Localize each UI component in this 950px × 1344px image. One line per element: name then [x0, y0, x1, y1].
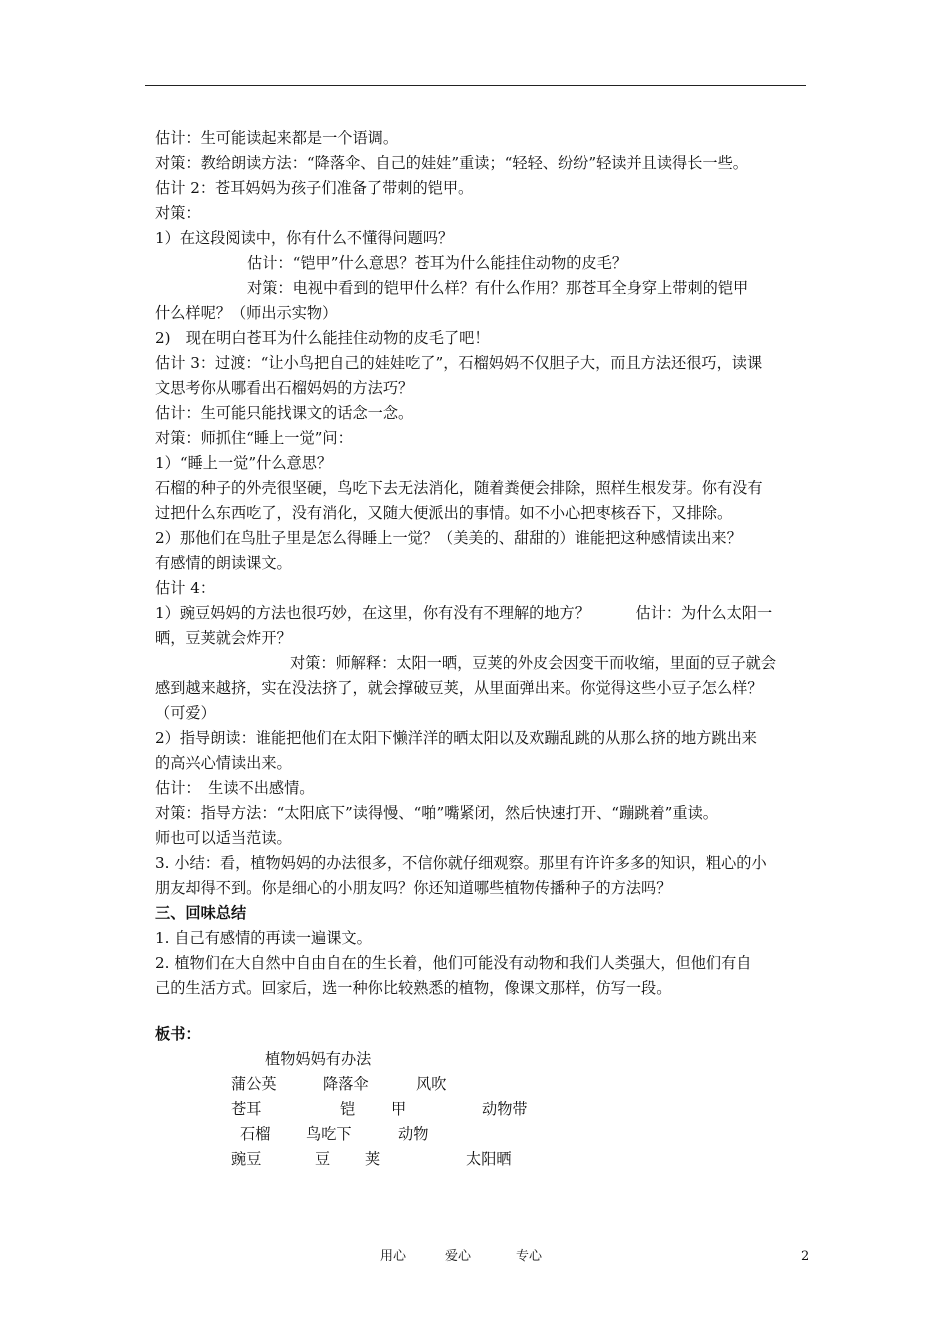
- text-line: 估计：生可能只能找课文的话念一念。: [155, 404, 414, 422]
- board-cell: 豌豆: [231, 1150, 262, 1168]
- text-line: 2）指导朗读：谁能把他们在太阳下懒洋洋的晒太阳以及欢蹦乱跳的从那么挤的地方跳出来: [155, 729, 757, 747]
- board-title: 植物妈妈有办法: [265, 1050, 372, 1068]
- board-cell: 风吹: [416, 1075, 447, 1093]
- text-line: 朋友却得不到。你是细心的小朋友吗？你还知道哪些植物传播种子的方法吗？: [155, 879, 672, 897]
- text-line: 感到越来越挤，实在没法挤了，就会撑破豆荚，从里面弹出来。你觉得这些小豆子怎么样？: [155, 679, 763, 697]
- text-line: 1）豌豆妈妈的方法也很巧妙，在这里，你有没有不理解的地方？ 估计：为什么太阳一: [155, 604, 773, 622]
- text-line: 晒，豆荚就会炸开？: [155, 629, 292, 647]
- page-number: 2: [801, 1249, 810, 1264]
- text-line: 过把什么东西吃了，没有消化，又随大便派出的事情。如不小心把枣核吞下，又排除。: [155, 504, 733, 522]
- text-line: 师也可以适当范读。: [155, 829, 292, 847]
- text-line: 2. 植物们在大自然中自由自在的生长着，他们可能没有动物和我们人类强大，但他们有自: [155, 954, 752, 972]
- text-line: 估计 3：过渡：“让小鸟把自己的娃娃吃了”，石榴妈妈不仅胆子大，而且方法还很巧，读课: [155, 354, 763, 372]
- text-line: 对策：: [155, 204, 201, 222]
- board-cell: 甲: [391, 1100, 407, 1118]
- text-line: 对策：师解释：太阳一晒，豆荚的外皮会因变干而收缩，里面的豆子就会: [290, 654, 776, 672]
- section-heading: 三、回味总结: [155, 904, 247, 922]
- text-line: 石榴的种子的外壳很坚硬，鸟吃下去无法消化，随着粪便会排除，照样生根发芽。你有没有: [155, 479, 763, 497]
- text-line: 对策：电视中看到的铠甲什么样？有什么作用？那苍耳全身穿上带刺的铠甲: [247, 279, 749, 297]
- text-line: 3. 小结：看，植物妈妈的办法很多，不信你就仔细观察。那里有许许多多的知识，粗心的小: [155, 854, 767, 872]
- board-cell: 苍耳: [231, 1100, 262, 1118]
- text-line: 对策：教给朗读方法：“降落伞、自己的娃娃”重读；“轻轻、纷纷”轻读并且读得长一些。: [155, 154, 748, 172]
- text-line: 有感情的朗读课文。: [155, 554, 292, 572]
- board-cell: 豆: [315, 1150, 331, 1168]
- board-heading: 板书：: [155, 1025, 201, 1043]
- text-line: （可爱）: [155, 704, 216, 722]
- board-cell: 石榴: [240, 1125, 271, 1143]
- board-cell: 动物: [398, 1125, 429, 1143]
- text-line: 对策：师抓住“睡上一觉”问：: [155, 429, 353, 447]
- footer-motto: 专心: [516, 1249, 543, 1264]
- board-cell: 动物带: [482, 1100, 528, 1118]
- text-line: 1. 自己有感情的再读一遍课文。: [155, 929, 372, 947]
- text-line: 估计：“铠甲”什么意思？苍耳为什么能挂住动物的皮毛？: [247, 254, 628, 272]
- board-cell: 铠: [340, 1100, 356, 1118]
- text-line: 己的生活方式。回家后，选一种你比较熟悉的植物，像课文那样，仿写一段。: [155, 979, 672, 997]
- text-line: 1）在这段阅读中，你有什么不懂得问题吗？: [155, 229, 454, 247]
- board-cell: 荚: [365, 1150, 381, 1168]
- board-cell: 蒲公英: [231, 1075, 277, 1093]
- text-line: 的高兴心情读出来。: [155, 754, 292, 772]
- footer-motto: 用心: [380, 1249, 407, 1264]
- board-cell: 鸟吃下: [306, 1125, 352, 1143]
- board-cell: 太阳晒: [466, 1150, 512, 1168]
- text-line: 估计 4：: [155, 579, 216, 597]
- text-line: 估计： 生读不出感情。: [155, 779, 315, 797]
- text-line: 对策：指导方法：“太阳底下”读得慢、“啪”嘴紧闭，然后快速打开、“蹦跳着”重读。: [155, 804, 718, 822]
- footer-motto: 爱心: [445, 1249, 472, 1264]
- text-line: 什么样呢？（师出示实物）: [155, 304, 338, 322]
- text-line: 2) 现在明白苍耳为什么能挂住动物的皮毛了吧！: [155, 329, 490, 347]
- text-line: 1）“睡上一觉”什么意思？: [155, 454, 333, 472]
- board-cell: 降落伞: [323, 1075, 369, 1093]
- header-rule: [145, 85, 806, 86]
- text-line: 文思考你从哪看出石榴妈妈的方法巧？: [155, 379, 414, 397]
- text-line: 2）那他们在鸟肚子里是怎么得睡上一觉？（美美的、甜甜的）谁能把这种感情读出来？: [155, 529, 742, 547]
- text-line: 估计：生可能读起来都是一个语调。: [155, 129, 398, 147]
- text-line: 估计 2：苍耳妈妈为孩子们准备了带刺的铠甲。: [155, 179, 474, 197]
